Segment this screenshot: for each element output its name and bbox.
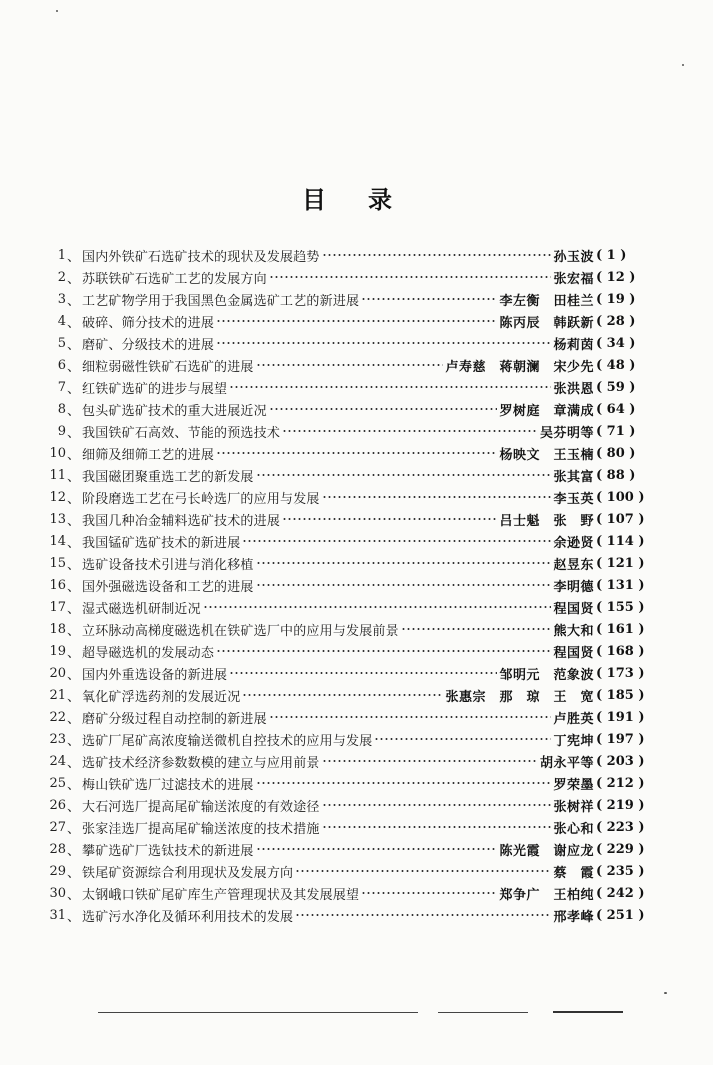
entry-authors: 张其富 <box>553 469 594 485</box>
title-char-1: 目 <box>302 185 326 214</box>
entry-separator: 、 <box>67 645 81 661</box>
toc-entry <box>36 376 642 398</box>
toc-entry <box>36 706 645 728</box>
entry-number: 26 <box>49 797 66 813</box>
entry-separator: 、 <box>67 293 81 309</box>
entry-page: ( 107 ) <box>596 511 645 527</box>
entry-separator: 、 <box>67 447 81 463</box>
dot-leader <box>282 429 538 433</box>
entry-number: 7 <box>57 379 66 395</box>
entry-title: 氧化矿浮选药剂的发展近况 <box>82 689 241 705</box>
entry-page: ( 168 ) <box>596 643 645 659</box>
entry-title: 攀矿选矿厂选钛技术的新进展 <box>82 843 254 859</box>
dot-leader <box>229 385 551 389</box>
entry-title: 超导磁选机的发展动态 <box>82 645 215 661</box>
entry-separator: 、 <box>67 887 81 903</box>
entry-authors: 张心和 <box>553 821 594 837</box>
entry-separator: 、 <box>67 623 81 639</box>
dot-leader <box>256 583 552 587</box>
entry-title: 阶段磨选工艺在弓长岭选厂的应用与发展 <box>82 491 320 507</box>
entry-separator: 、 <box>67 799 81 815</box>
entry-number: 28 <box>49 841 66 857</box>
dot-leader <box>203 605 552 609</box>
toc-entry <box>36 310 642 332</box>
dot-leader <box>242 693 443 697</box>
dot-leader <box>229 671 497 675</box>
scan-speck <box>682 64 684 66</box>
entry-separator: 、 <box>67 403 81 419</box>
dot-leader <box>361 891 497 895</box>
entry-number: 22 <box>49 709 66 725</box>
entry-number: 24 <box>49 753 66 769</box>
entry-title: 磨矿、分级技术的进展 <box>82 337 215 353</box>
entry-authors: 杨莉茵 <box>553 337 594 353</box>
entry-separator: 、 <box>67 491 81 507</box>
entry-title: 我国锰矿选矿技术的新进展 <box>82 535 241 551</box>
bottom-rule <box>98 1012 658 1014</box>
entry-authors: 程国贤 <box>553 645 594 661</box>
entry-title: 红铁矿选矿的进步与展望 <box>82 381 228 397</box>
entry-authors: 李玉英 <box>553 491 594 507</box>
entry-authors: 邹明元 范象波 <box>499 667 594 683</box>
dot-leader <box>269 715 552 719</box>
entry-number: 12 <box>49 489 66 505</box>
toc-entry <box>36 574 645 596</box>
toc-entry <box>36 354 642 376</box>
entry-number: 5 <box>57 335 66 351</box>
entry-page: ( 155 ) <box>596 599 645 615</box>
entry-page: ( 219 ) <box>596 797 645 813</box>
entry-number: 13 <box>49 511 66 527</box>
entry-separator: 、 <box>67 579 81 595</box>
entry-number: 19 <box>49 643 66 659</box>
entry-authors: 邢孝峰 <box>553 909 594 925</box>
entry-title: 立环脉动高梯度磁选机在铁矿选厂中的应用与发展前景 <box>82 623 399 639</box>
dot-leader <box>295 869 551 873</box>
entry-title: 细粒弱磁性铁矿石选矿的进展 <box>82 359 254 375</box>
scan-speck <box>56 10 58 12</box>
entry-authors: 蔡 霞 <box>553 865 594 881</box>
toc-entry <box>36 552 645 574</box>
entry-page: ( 28 ) <box>596 313 636 329</box>
entry-page: ( 71 ) <box>596 423 636 439</box>
toc-entry <box>36 772 645 794</box>
toc-entry <box>36 420 642 442</box>
entry-page: ( 34 ) <box>596 335 636 351</box>
entry-number: 9 <box>57 423 66 439</box>
entry-number: 21 <box>49 687 66 703</box>
entry-page: ( 242 ) <box>596 885 645 901</box>
entry-separator: 、 <box>67 425 81 441</box>
toc-entry <box>36 486 645 508</box>
toc-entry <box>36 750 645 772</box>
dot-leader <box>216 451 497 455</box>
entry-separator: 、 <box>67 381 81 397</box>
entry-page: ( 223 ) <box>596 819 645 835</box>
toc-entry <box>36 618 645 640</box>
entry-separator: 、 <box>67 711 81 727</box>
dot-leader <box>401 627 552 631</box>
entry-page: ( 1 ) <box>596 247 627 263</box>
dot-leader <box>322 495 552 499</box>
toc-entry <box>36 794 645 816</box>
entry-title: 苏联铁矿石选矿工艺的发展方向 <box>82 271 267 287</box>
toc-entry <box>36 860 645 882</box>
toc-entry <box>36 882 645 904</box>
entry-number: 11 <box>49 467 66 483</box>
entry-title: 磨矿分级过程自动控制的新进展 <box>82 711 267 727</box>
entry-number: 14 <box>49 533 66 549</box>
entry-page: ( 229 ) <box>596 841 645 857</box>
entry-title: 国内外铁矿石选矿技术的现状及发展趋势 <box>82 249 320 265</box>
dot-leader <box>256 473 552 477</box>
entry-number: 29 <box>49 863 66 879</box>
entry-authors: 张洪恩 <box>553 381 594 397</box>
entry-authors: 张宏福 <box>553 271 594 287</box>
entry-authors: 程国贤 <box>553 601 594 617</box>
entry-title: 太钢峨口铁矿尾矿库生产管理现状及其发展展望 <box>82 887 360 903</box>
entry-separator: 、 <box>67 821 81 837</box>
entry-page: ( 114 ) <box>596 533 645 549</box>
entry-title: 湿式磁选机研制近况 <box>82 601 201 617</box>
table-of-contents <box>36 244 645 926</box>
toc-entry <box>36 442 642 464</box>
toc-entry <box>36 398 642 420</box>
entry-page: ( 131 ) <box>596 577 645 593</box>
entry-title: 铁尾矿资源综合利用现状及发展方向 <box>82 865 294 881</box>
entry-title: 张家洼选厂提高尾矿输送浓度的技术措施 <box>82 821 320 837</box>
toc-entry <box>36 816 645 838</box>
entry-authors: 丁宪坤 <box>553 733 594 749</box>
dot-leader <box>361 297 497 301</box>
entry-authors: 卢胜英 <box>553 711 594 727</box>
dot-leader <box>216 341 551 345</box>
entry-page: ( 64 ) <box>596 401 636 417</box>
entry-number: 27 <box>49 819 66 835</box>
toc-entry <box>36 728 645 750</box>
toc-entry <box>36 266 642 288</box>
title-char-2: 录 <box>368 185 392 214</box>
entry-title: 选矿厂尾矿高浓度输送微机自控技术的应用与发展 <box>82 733 373 749</box>
entry-separator: 、 <box>67 843 81 859</box>
entry-page: ( 212 ) <box>596 775 645 791</box>
entry-title: 选矿污水净化及循环利用技术的发展 <box>82 909 294 925</box>
toc-entry <box>36 464 642 486</box>
entry-separator: 、 <box>67 337 81 353</box>
dot-leader <box>269 275 552 279</box>
toc-entry <box>36 838 645 860</box>
entry-separator: 、 <box>67 755 81 771</box>
entry-authors: 卢寿慈 蒋朝澜 宋少先 <box>445 359 594 375</box>
entry-page: ( 251 ) <box>596 907 645 923</box>
toc-entry <box>36 904 645 926</box>
entry-number: 23 <box>49 731 66 747</box>
dot-leader <box>256 781 552 785</box>
dot-leader <box>242 539 551 543</box>
dot-leader <box>322 825 552 829</box>
entry-title: 我国几种冶金辅料选矿技术的进展 <box>82 513 281 529</box>
entry-authors: 赵昱东 <box>553 557 594 573</box>
entry-separator: 、 <box>67 667 81 683</box>
entry-separator: 、 <box>67 557 81 573</box>
toc-entry <box>36 288 642 310</box>
entry-separator: 、 <box>67 865 81 881</box>
entry-title: 选矿设备技术引进与消化移植 <box>82 557 254 573</box>
entry-authors: 张树祥 <box>553 799 594 815</box>
entry-authors: 李明德 <box>553 579 594 595</box>
entry-title: 国内外重选设备的新进展 <box>82 667 228 683</box>
entry-title: 工艺矿物学用于我国黑色金属选矿工艺的新进展 <box>82 293 360 309</box>
entry-page: ( 173 ) <box>596 665 645 681</box>
entry-separator: 、 <box>67 249 81 265</box>
entry-authors: 郑争广 王柏纯 <box>499 887 594 903</box>
entry-number: 3 <box>57 291 66 307</box>
entry-number: 2 <box>57 269 66 285</box>
entry-number: 30 <box>49 885 66 901</box>
page-title <box>0 184 713 220</box>
entry-title: 大石河选厂提高尾矿输送浓度的有效途径 <box>82 799 320 815</box>
entry-number: 17 <box>49 599 66 615</box>
dot-leader <box>282 517 497 521</box>
entry-number: 31 <box>49 907 66 923</box>
entry-page: ( 161 ) <box>596 621 645 637</box>
entry-title: 国外强磁选设备和工艺的进展 <box>82 579 254 595</box>
entry-authors: 陈丙辰 韩跃新 <box>499 315 594 331</box>
entry-page: ( 203 ) <box>596 753 645 769</box>
entry-page: ( 12 ) <box>596 269 636 285</box>
dot-leader <box>322 759 538 763</box>
entry-separator: 、 <box>67 733 81 749</box>
dot-leader <box>374 737 551 741</box>
entry-number: 16 <box>49 577 66 593</box>
entry-number: 10 <box>49 445 66 461</box>
dot-leader <box>256 363 444 367</box>
dot-leader <box>269 407 498 411</box>
dot-leader <box>322 803 552 807</box>
entry-number: 20 <box>49 665 66 681</box>
entry-authors: 罗树庭 章满成 <box>499 403 594 419</box>
entry-authors: 胡永平等 <box>539 755 594 771</box>
entry-page: ( 191 ) <box>596 709 645 725</box>
entry-page: ( 185 ) <box>596 687 645 703</box>
entry-separator: 、 <box>67 535 81 551</box>
dot-leader <box>216 319 497 323</box>
entry-number: 4 <box>57 313 66 329</box>
entry-title: 我国磁团聚重选工艺的新发展 <box>82 469 254 485</box>
entry-page: ( 88 ) <box>596 467 636 483</box>
entry-number: 15 <box>49 555 66 571</box>
dot-leader <box>216 649 551 653</box>
entry-separator: 、 <box>67 601 81 617</box>
entry-number: 1 <box>57 247 66 263</box>
entry-authors: 杨映文 王玉楠 <box>499 447 594 463</box>
entry-number: 6 <box>57 357 66 373</box>
entry-title: 细筛及细筛工艺的进展 <box>82 447 215 463</box>
entry-title: 选矿技术经济参数数模的建立与应用前景 <box>82 755 320 771</box>
entry-page: ( 197 ) <box>596 731 645 747</box>
entry-title: 我国铁矿石高效、节能的预选技术 <box>82 425 281 441</box>
entry-page: ( 48 ) <box>596 357 636 373</box>
toc-entry <box>36 684 645 706</box>
entry-page: ( 100 ) <box>596 489 645 505</box>
toc-entry <box>36 596 645 618</box>
entry-number: 18 <box>49 621 66 637</box>
entry-authors: 孙玉波 <box>553 249 594 265</box>
entry-page: ( 235 ) <box>596 863 645 879</box>
entry-separator: 、 <box>67 271 81 287</box>
toc-entry <box>36 244 642 266</box>
dot-leader <box>256 561 552 565</box>
entry-page: ( 19 ) <box>596 291 636 307</box>
dot-leader <box>322 253 552 257</box>
entry-separator: 、 <box>67 777 81 793</box>
entry-authors: 张惠宗 那 琼 王 宽 <box>445 689 594 705</box>
entry-title: 梅山铁矿选厂过滤技术的进展 <box>82 777 254 793</box>
entry-authors: 余逊贤 <box>553 535 594 551</box>
toc-entry <box>36 530 645 552</box>
entry-separator: 、 <box>67 513 81 529</box>
dot-leader <box>256 847 498 851</box>
entry-separator: 、 <box>67 689 81 705</box>
entry-authors: 李左衡 田桂兰 <box>499 293 594 309</box>
entry-page: ( 59 ) <box>596 379 636 395</box>
scan-speck <box>664 992 667 994</box>
toc-entry <box>36 640 645 662</box>
entry-authors: 吕士魁 张 野 <box>499 513 594 529</box>
entry-authors: 吴芬明等 <box>539 425 594 441</box>
entry-number: 25 <box>49 775 66 791</box>
entry-authors: 陈光霞 谢应龙 <box>499 843 594 859</box>
entry-page: ( 121 ) <box>596 555 645 571</box>
toc-entry <box>36 662 645 684</box>
entry-authors: 熊大和 <box>553 623 594 639</box>
entry-page: ( 80 ) <box>596 445 636 461</box>
entry-separator: 、 <box>67 315 81 331</box>
entry-authors: 罗荣墨 <box>553 777 594 793</box>
entry-separator: 、 <box>67 469 81 485</box>
toc-entry <box>36 332 642 354</box>
dot-leader <box>295 913 551 917</box>
entry-title: 破碎、筛分技术的进展 <box>82 315 215 331</box>
entry-separator: 、 <box>67 909 81 925</box>
entry-number: 8 <box>57 401 66 417</box>
entry-title: 包头矿选矿技术的重大进展近况 <box>82 403 267 419</box>
toc-entry <box>36 508 645 530</box>
entry-separator: 、 <box>67 359 81 375</box>
